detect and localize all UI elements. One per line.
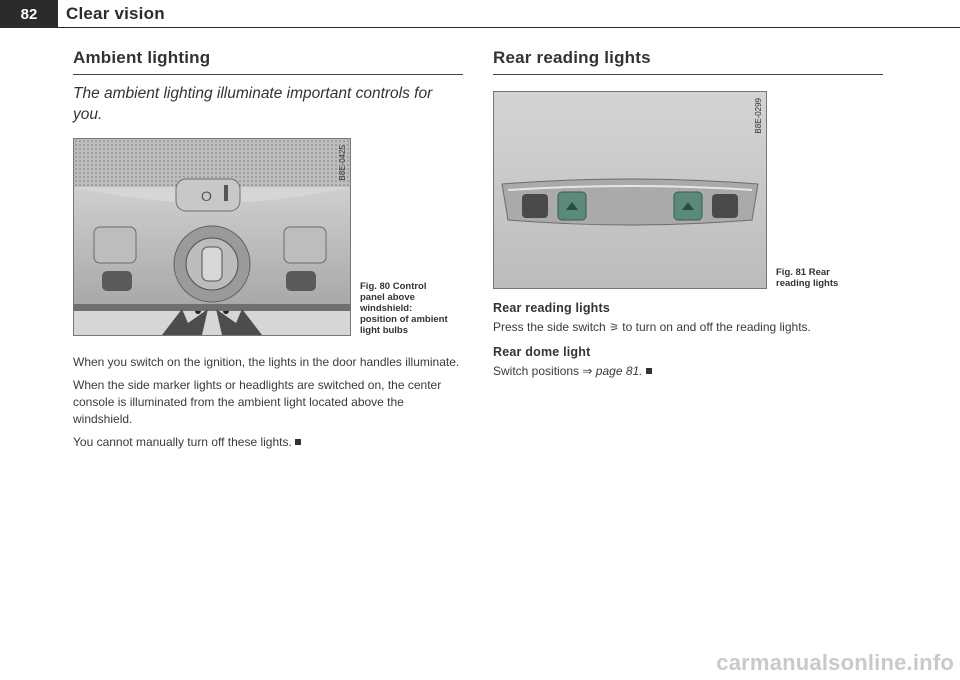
page-number: 82	[0, 0, 58, 28]
figure-80	[73, 138, 463, 336]
paragraph-side-switch	[493, 319, 883, 337]
section-title-ambient: Ambient lighting	[73, 48, 211, 67]
side-switch-text-before: Press the side switch	[493, 320, 606, 334]
figure-81-caption: Fig. 81 Rear reading lights	[776, 267, 839, 289]
section-rule	[493, 74, 883, 75]
figure-code: B8E-0299	[754, 98, 763, 134]
section-title-rear: Rear reading lights	[493, 48, 651, 67]
rear-lights-drawing	[494, 92, 766, 288]
switch-positions-text: Switch positions	[493, 364, 580, 378]
figure-80-caption: Fig. 80 Control panel above windshield: position of ambient light bulbs	[360, 281, 448, 336]
switch-symbol-icon: ⚞	[609, 322, 619, 334]
subhead-rear-reading: Rear reading lights	[493, 301, 611, 315]
paragraph-switch-positions	[493, 363, 883, 380]
chapter-title: Clear vision	[66, 4, 165, 23]
svg-text:O: O	[201, 188, 212, 204]
figure-code: B8E-0425	[338, 145, 347, 181]
figure-81	[493, 91, 883, 289]
control-panel-drawing	[74, 139, 350, 335]
page-reference-link[interactable]: page 81.	[595, 364, 643, 378]
watermark: carmanualsonline.info	[716, 650, 954, 675]
paragraph-side-marker: When the side marker lights or headlights are switched on, the center console is illuminated from the ambient light located above the windshield.	[73, 378, 442, 426]
end-mark	[646, 368, 652, 374]
intro-text: The ambient lighting illuminate important controls for you.	[73, 85, 433, 123]
rear-reading-lights-section	[493, 48, 883, 386]
arrow-icon: ⇒	[582, 364, 593, 378]
subhead-rear-dome: Rear dome light	[493, 345, 591, 359]
ambient-lighting-section	[73, 48, 463, 457]
paragraph-ignition: When you switch on the ignition, the lights in the door handles illuminate.	[73, 355, 460, 369]
section-rule	[73, 74, 463, 75]
side-switch-text-after: to turn on and off the reading lights.	[622, 320, 811, 334]
control-panel-illustration	[73, 138, 351, 336]
paragraph-manual-text: You cannot manually turn off these lights.	[73, 435, 292, 449]
end-mark	[295, 439, 301, 445]
rear-lights-illustration	[493, 91, 767, 289]
paragraph-manual	[73, 434, 463, 451]
header-rule	[58, 27, 960, 28]
